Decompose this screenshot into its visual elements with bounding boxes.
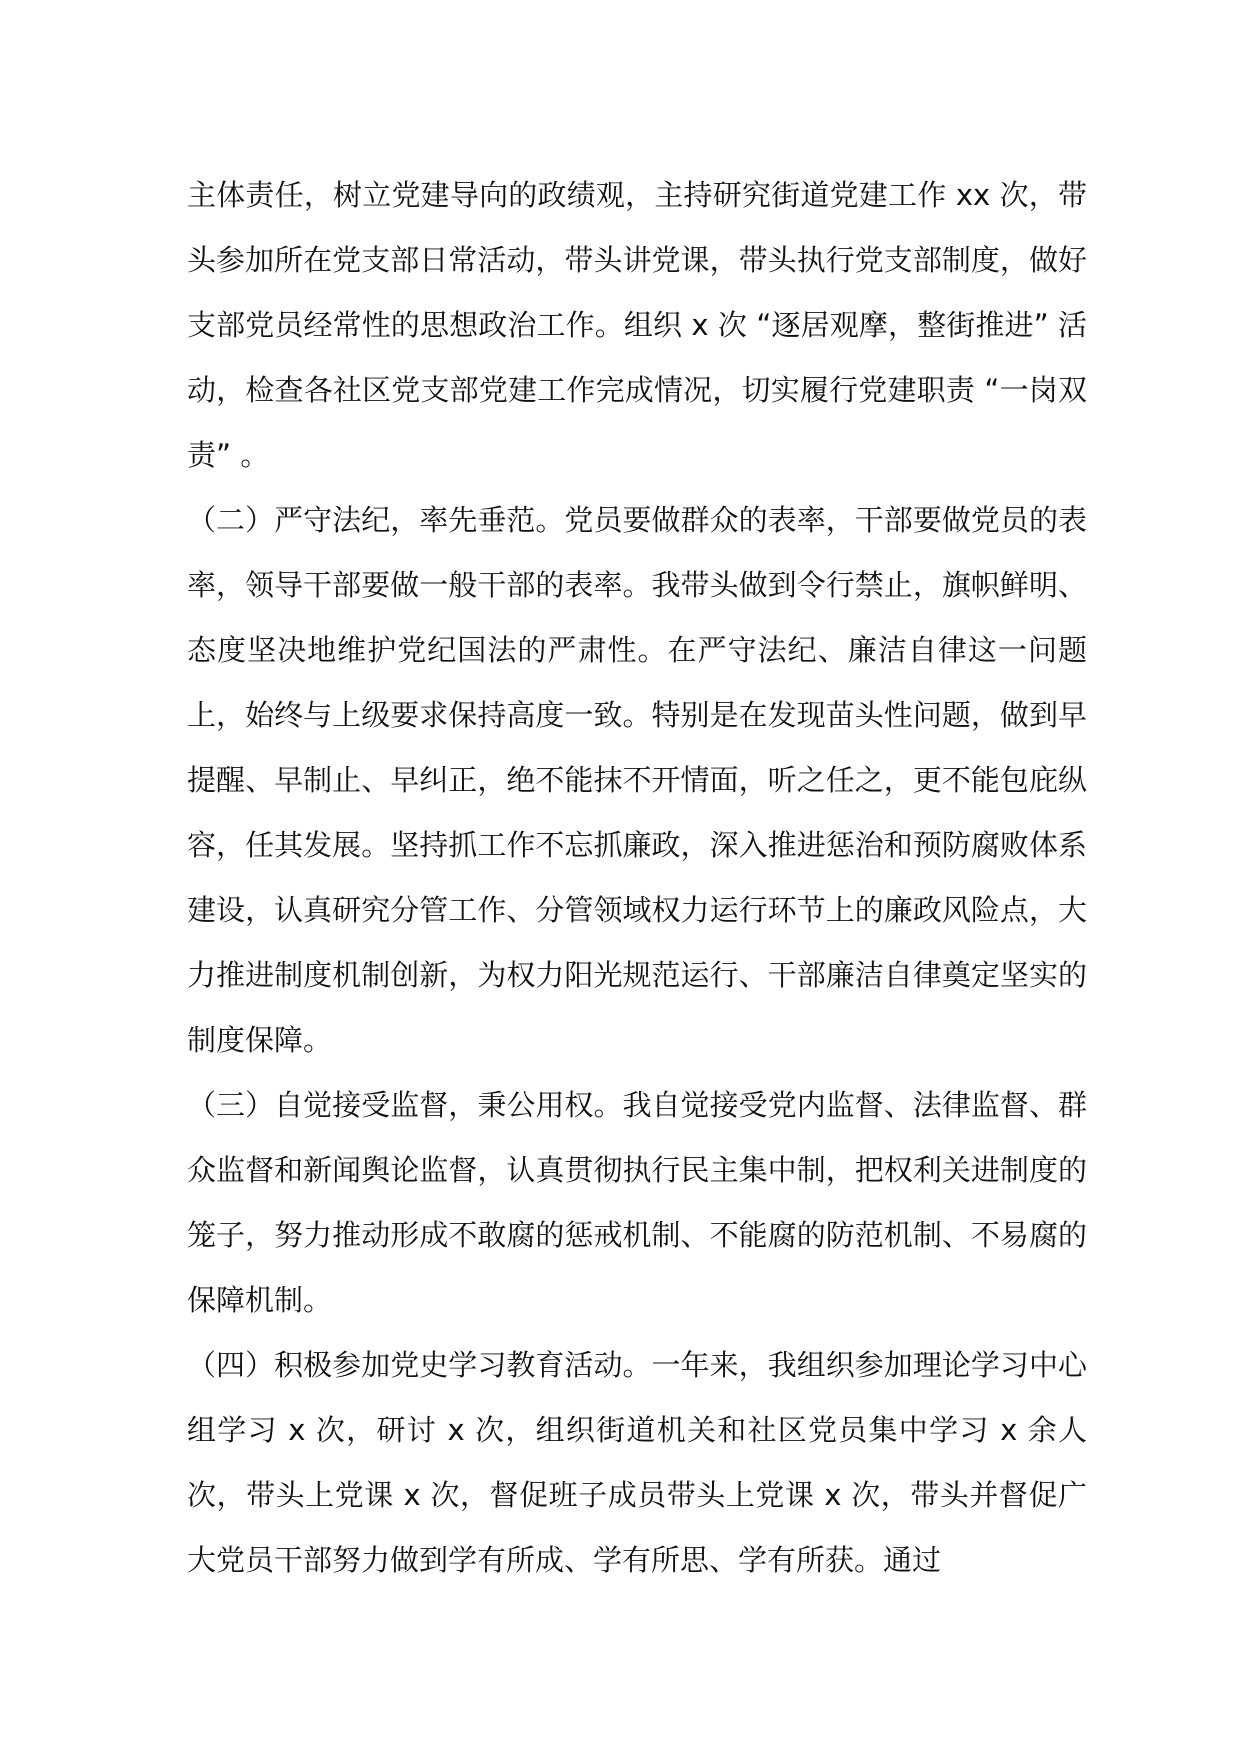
document-body — [187, 163, 1087, 1593]
paragraph-party-building-responsibility: 主体责任，树立党建导向的政绩观，主持研究街道党建工作 xx 次，带头参加所在党支部日常活动，带头讲党课，带头执行党支部制度，做好支部党员经常性的思想政治工作。组织 x 次 “逐居观摩，整街推进” 活动，检查各社区党支部党建工作完成情况，切实履行党建职责 “一岗双责” 。 — [187, 178, 1087, 472]
paragraph-party-history-study: （四）积极参加党史学习教育活动。一年来，我组织参加理论学习中心组学习 x 次，研讨 x 次，组织街道机关和社区党员集中学习 x 余人次，带头上党课 x 次，督促班子成员带头上党课 x 次，带头并督促广大党员干部努力做到学有所成、学有所思、学有所获。通过 — [187, 1348, 1087, 1577]
paragraph-strict-discipline: （二）严守法纪，率先垂范。党员要做群众的表率，干部要做党员的表率，领导干部要做一般干部的表率。我带头做到令行禁止，旗帜鲜明、态度坚决地维护党纪国法的严肃性。在严守法纪、廉洁自律这一问题上，始终与上级要求保持高度一致。特别是在发现苗头性问题，做到早提醒、早制止、早纠正，绝不能抹不开情面，听之任之，更不能包庇纵容，任其发展。坚持抓工作不忘抓廉政，深入推进惩治和预防腐败体系建设，认真研究分管工作、分管领域权力运行环节上的廉政风险点，大力推进制度机制创新，为权力阳光规范运行、干部廉洁自律奠定坚实的制度保障。 — [187, 503, 1087, 1057]
paragraph-accept-supervision: （三）自觉接受监督，秉公用权。我自觉接受党内监督、法律监督、群众监督和新闻舆论监督，认真贯彻执行民主集中制，把权利关进制度的笼子，努力推动形成不敢腐的惩戒机制、不能腐的防范机制、不易腐的保障机制。 — [187, 1088, 1087, 1317]
